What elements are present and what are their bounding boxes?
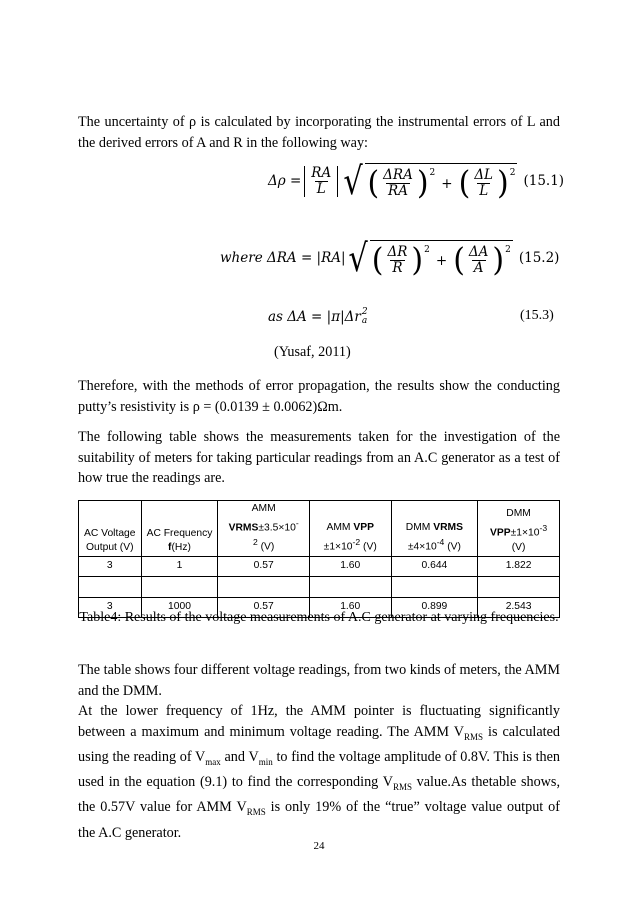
- cell: [79, 576, 142, 597]
- table-row: [79, 556, 560, 576]
- page-number: 24: [313, 840, 325, 852]
- intro-paragraph: The uncertainty of ρ is calculated by incorporating the instrumental errors of L and the derived errors of A and R in the following way:: [78, 114, 560, 151]
- header-amm-vrms: AMM VRMS±3.5×10- $^2$ (V): [218, 501, 309, 557]
- cell: [141, 576, 218, 597]
- eq2-plus: +: [435, 252, 448, 269]
- table-row: [79, 576, 560, 597]
- cell: [309, 576, 391, 597]
- equation-15-3: [268, 308, 368, 326]
- eq2-f1-num: ΔR: [387, 244, 408, 260]
- eq1-sup-b: 2: [509, 168, 516, 178]
- eq2-where: where: [220, 250, 263, 266]
- eq1-lhs: Δρ =: [268, 173, 302, 189]
- eq1-f1-num: ΔRA: [383, 167, 413, 183]
- cell: 1.822: [478, 556, 560, 576]
- eq2-f1-den: R: [392, 260, 403, 276]
- cell: 1.60: [309, 597, 391, 617]
- table-intro-paragraph: The following table shows the measurements taken for the investigation of the suitability of meters for taking particular readings from an A.C generator as a test of how true the readings are.: [78, 429, 560, 486]
- eq3-sup: 2: [361, 307, 368, 317]
- cell: [478, 576, 560, 597]
- cell: 3: [79, 556, 142, 576]
- eq2-lhs: ΔRA = |RA|: [266, 250, 346, 266]
- eq1-f2-den: L: [479, 183, 489, 199]
- eq2-f2-den: A: [473, 260, 484, 276]
- voltage-table: [78, 500, 560, 618]
- cell: 1.60: [309, 556, 391, 576]
- eq1-sqrt: √ ( $\frac{\text{ΔRA}}{RA}$ ) 2 + ( $\frac{\Delta L}{L}$ ) 2: [343, 159, 516, 203]
- cell: 0.899: [391, 597, 478, 617]
- eq2-sup-a: 2: [424, 245, 430, 255]
- equation-15-1: [268, 159, 565, 203]
- eq1-f2-num: ΔL: [474, 167, 494, 183]
- cell: 1000: [141, 597, 218, 617]
- table-header-row: [79, 501, 560, 557]
- cell: 0.57: [218, 597, 309, 617]
- eq3-number: (15.3): [520, 308, 554, 323]
- cell: [391, 576, 478, 597]
- eq2-sup-b: 2: [505, 245, 511, 255]
- cell: [218, 576, 309, 597]
- cell: 2.543: [478, 597, 560, 617]
- eq1-plus: +: [441, 175, 453, 192]
- discussion-paragraph: The table shows four different voltage readings, from two kinds of meters, the AMM and the DMM. At the lower frequency of 1Hz, the AMM pointer is fluctuating significantly between a maximum and minimum voltage reading. The AMM $V_{RMS}$ is calculated using the reading of $V_{max}$ and $V_{min}$ to find the voltage amplitude of 0.8V. This is then used in the equation (9.1) to find the corresponding $V_{RMS}$ value.As thetable shows, the 0.57V value for AMM $V_{RMS}$ is only 19% of the “true” voltage value output of the A.C generator.: [78, 662, 560, 841]
- eq3-sub: a: [361, 316, 368, 326]
- result-paragraph: Therefore, with the methods of error propagation, the results show the conducting putty’s resistivity is ρ = (0.0139 ± 0.0062)Ωm.: [78, 378, 560, 415]
- equation-15-2: [220, 236, 560, 280]
- eq2-number: (15.2): [518, 250, 560, 266]
- cell: 0.644: [391, 556, 478, 576]
- header-dmm-vrms: DMM VRMS $\pm 4\times 10^{-4}$ (V): [391, 501, 478, 557]
- eq3-text: as ΔA = |π|Δr: [268, 309, 361, 325]
- eq2-sqrt: √ ( $\frac{\Delta R}{R}$ ) 2 + ( $\frac{\Delta A}{A}$ ) 2: [347, 236, 511, 280]
- header-amm-vpp: AMM VPP $\pm 1\times 10^{-2}$ (V): [309, 501, 391, 557]
- cell: 1: [141, 556, 218, 576]
- cell: 0.57: [218, 556, 309, 576]
- citation: (Yusaf, 2011): [274, 344, 351, 360]
- table-caption: Table4: Results of the voltage measurements of A.C generator at varying frequencies.: [79, 610, 559, 625]
- eq2-f2-num: ΔA: [468, 244, 489, 260]
- header-dmm-vpp: DMM $VPP\pm 1\times 10^{-3}$ (V): [478, 501, 560, 557]
- eq1-number: (15.1): [523, 173, 565, 189]
- eq1-abs-num: RA: [311, 164, 332, 181]
- cell: 3: [79, 597, 142, 617]
- eq1-abs: [304, 166, 338, 197]
- header-ac-voltage: AC Voltage Output (V): [79, 501, 142, 557]
- eq1-sup-a: 2: [429, 168, 436, 178]
- eq1-f1-den: RA: [388, 183, 408, 199]
- eq1-abs-den: L: [316, 180, 326, 197]
- header-ac-frequency: AC Frequency f(Hz): [141, 501, 218, 557]
